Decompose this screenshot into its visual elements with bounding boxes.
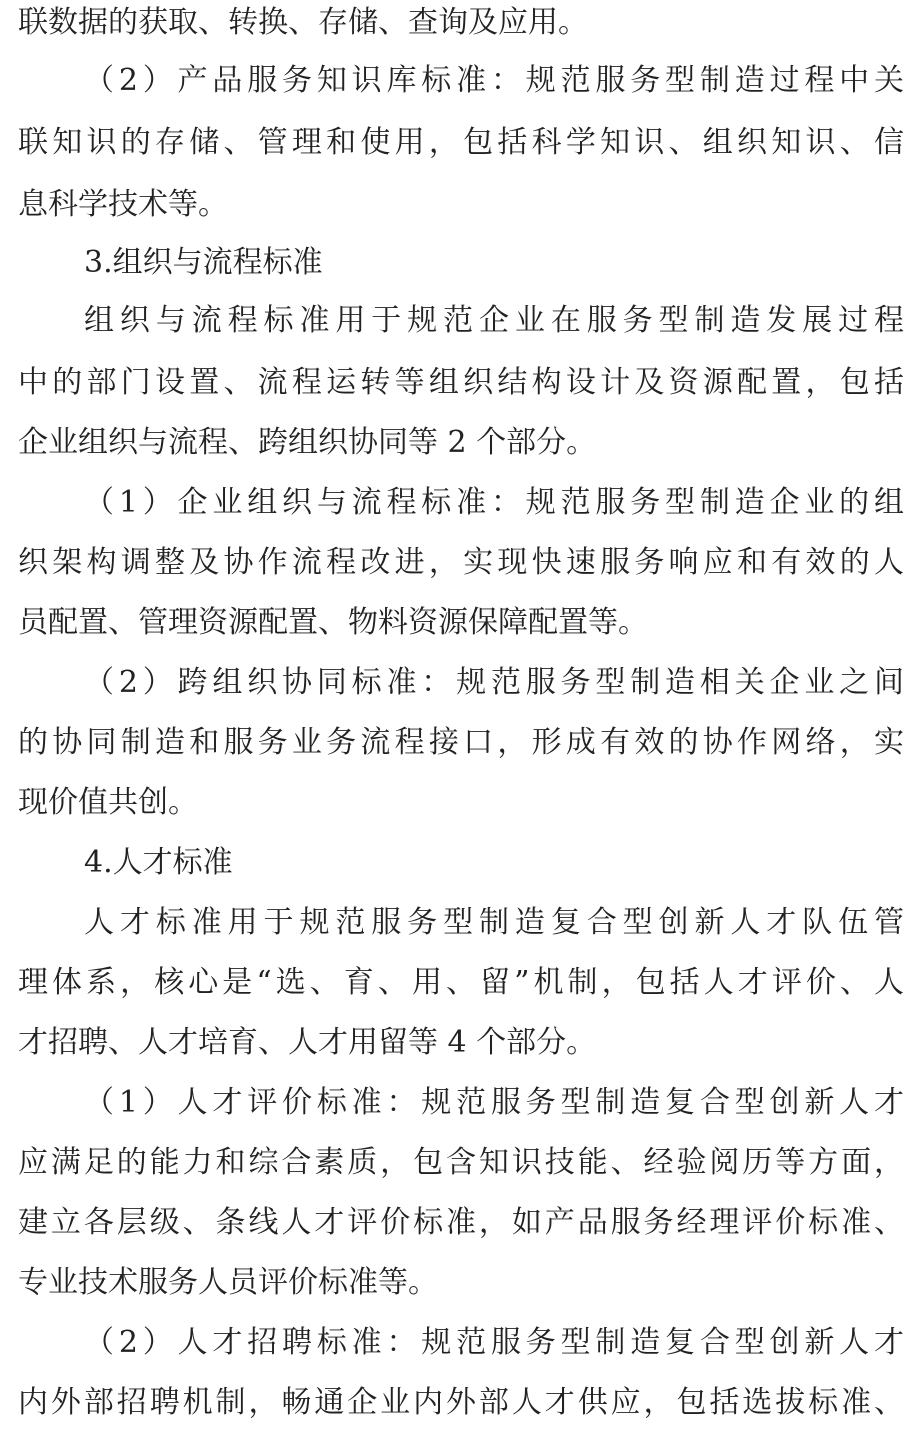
text-line: （1）人才评价标准：规范服务型制造复合型创新人才: [84, 1085, 904, 1120]
text-line: 联数据的获取、转换、存储、查询及应用。: [18, 5, 588, 40]
text-line: 织架构调整及协作流程改进，实现快速服务响应和有效的人: [18, 545, 904, 580]
text-line: 建立各层级、条线人才评价标准，如产品服务经理评价标准、: [18, 1205, 904, 1240]
text-line: 联知识的存储、管理和使用，包括科学知识、组织知识、信: [18, 125, 904, 160]
text-line: 息科学技术等。: [18, 187, 228, 222]
text-line: （1）企业组织与流程标准：规范服务型制造企业的组: [84, 485, 904, 520]
text-line: 现价值共创。: [18, 785, 198, 820]
text-line: 应满足的能力和综合素质，包含知识技能、经验阅历等方面，: [18, 1145, 904, 1180]
section-heading: 4.人才标准: [84, 845, 233, 880]
section-heading: 3.组织与流程标准: [84, 245, 323, 280]
text-line: 的协同制造和服务业务流程接口，形成有效的协作网络，实: [18, 725, 904, 760]
text-line: 员配置、管理资源配置、物料资源保障配置等。: [18, 605, 648, 640]
text-line: 理体系，核心是“选、育、用、留”机制，包括人才评价、人: [18, 965, 904, 1000]
text-line: （2）产品服务知识库标准：规范服务型制造过程中关: [84, 63, 904, 98]
text-line: 组织与流程标准用于规范企业在服务型制造发展过程: [84, 303, 904, 338]
text-line: （2）跨组织协同标准：规范服务型制造相关企业之间: [84, 665, 904, 700]
text-line: （2）人才招聘标准：规范服务型制造复合型创新人才: [84, 1325, 904, 1360]
text-line: 才招聘、人才培育、人才用留等 4 个部分。: [18, 1025, 597, 1060]
text-line: 专业技术服务人员评价标准等。: [18, 1265, 438, 1300]
text-line: 内外部招聘机制，畅通企业内外部人才供应，包括选拔标准、: [18, 1385, 904, 1420]
text-line: 中的部门设置、流程运转等组织结构设计及资源配置，包括: [18, 365, 904, 400]
text-line: 人才标准用于规范服务型制造复合型创新人才队伍管: [84, 905, 904, 940]
text-line: 企业组织与流程、跨组织协同等 2 个部分。: [18, 425, 597, 460]
